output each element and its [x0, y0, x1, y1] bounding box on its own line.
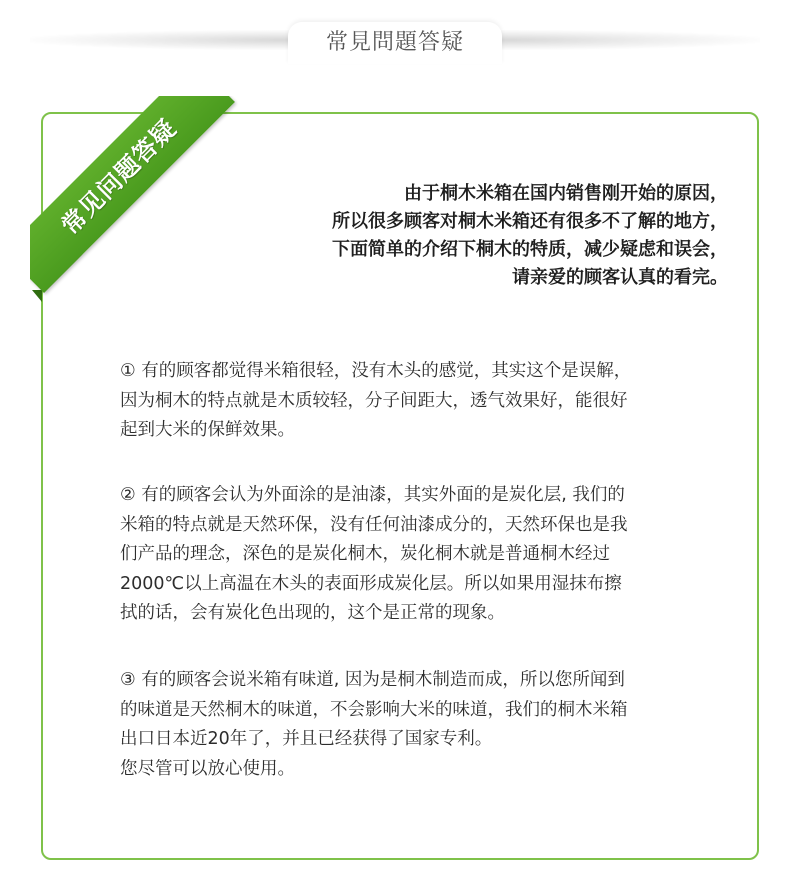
- header-shadow-left: [30, 30, 300, 50]
- faq-line: 的味道是天然桐木的味道，不会影响大米的味道，我们的桐木米箱: [120, 699, 628, 720]
- corner-ribbon: [30, 96, 240, 306]
- header-shadow-right: [490, 30, 760, 50]
- faq-line: 起到大米的保鲜效果。: [120, 420, 295, 440]
- faq-line: 们产品的理念，深色的是炭化桐木，炭化桐木就是普通桐木经过: [120, 544, 610, 564]
- page-title: 常見問題答疑: [325, 30, 464, 55]
- intro-line: 下面简单的介绍下桐木的特质，减少疑虑和误会，: [332, 239, 728, 260]
- intro-text: [220, 180, 728, 292]
- ribbon-band: [30, 96, 235, 293]
- faq-item-1: [120, 357, 730, 446]
- faq-line: 拭的话，会有炭化色出现的，这个是正常的现象。: [120, 603, 505, 623]
- faq-line: 米箱的特点就是天然环保，没有任何油漆成分的，天然环保也是我: [120, 514, 628, 535]
- faq-line: ② 有的顾客会认为外面涂的是油漆，其实外面的是炭化层, 我们的: [120, 485, 625, 505]
- intro-line: 所以很多顾客对桐木米箱还有很多不了解的地方，: [332, 211, 728, 232]
- intro-line: 请亲爱的顾客认真的看完。: [512, 267, 728, 288]
- faq-line: 出口日本近20年了，并且已经获得了国家专利。: [120, 729, 493, 749]
- faq-line: 您尽管可以放心使用。: [120, 758, 295, 779]
- faq-line: 因为桐木的特点就是木质较轻，分子间距大，透气效果好，能很好: [120, 390, 628, 411]
- faq-line: 2000℃以上高温在木头的表面形成炭化层。所以如果用湿抹布擦: [120, 573, 622, 594]
- faq-line: ① 有的顾客都觉得米箱很轻，没有木头的感觉，其实这个是误解，: [120, 361, 632, 381]
- intro-line: 由于桐木米箱在国内销售刚开始的原因，: [404, 183, 728, 204]
- section-header: [0, 0, 790, 80]
- faq-line: ③ 有的顾客会说米箱有味道, 因为是桐木制造而成，所以您所闻到: [120, 670, 625, 690]
- faq-item-2: [120, 481, 730, 629]
- ribbon-label: 常见问题答疑: [56, 114, 182, 240]
- faq-item-3: [120, 666, 730, 784]
